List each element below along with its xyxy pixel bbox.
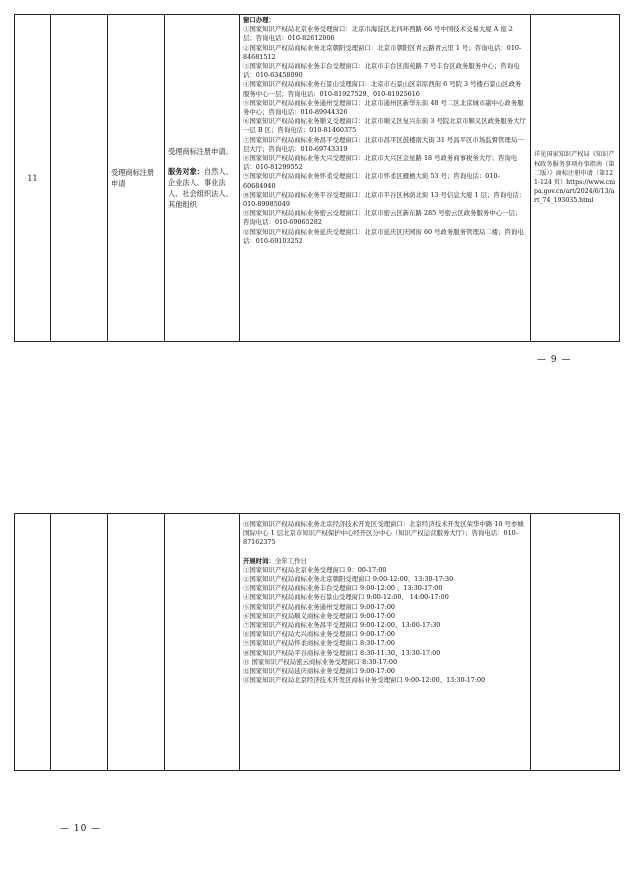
blank-cell xyxy=(51,15,108,342)
window-title: 窗口办理： xyxy=(243,16,275,24)
window-item: ④国家知识产权局商标业务石景山受理窗口：北京市石景山区京原西街 6 号院 3 号楼石景山区政务服务中心一层；咨询电话：010-81927529、010-81925616 xyxy=(243,80,522,98)
window-item: ⑬国家知识产权局商标业务北京经济技术开发区受理窗口：北京经济技术开发区荣华中路 10 号亦城国际中心 1 层北京市知识产权保护中心经开区分中心（知识产权运营服务大厅）；咨询电话：010-87162375 xyxy=(243,520,524,547)
hours-item: ⑩国家知识产权局平谷商标业务受理窗口 8:30-11:30、13:30-17:00 xyxy=(243,648,441,657)
hours-item: ③国家知识产权局商标业务丰台受理窗口 9:00-12:00 、13:30-17:00 xyxy=(243,584,443,593)
hours-item: ⑨国家知识产权局怀柔商标业务受理窗口 8:30-17:00 xyxy=(243,639,395,648)
window-item: ⑫国家知识产权局商标业务延庆受理窗口：北京市延庆区庆园街 60 号政务服务管理局二楼；咨询电话：010-69103252 xyxy=(243,227,524,245)
blank-cell xyxy=(51,514,108,771)
window-item: ⑦国家知识产权局商标业务昌平受理窗口：北京市昌平区鼓楼南大街 31 号昌平区市场监督管理局一层大厅；咨询电话：010-69743319 xyxy=(243,135,524,153)
page-number: — 9 — xyxy=(537,355,572,365)
page-number: — 10 — xyxy=(60,824,102,834)
table-row xyxy=(15,514,620,771)
hours-item: ②国家知识产权局商标业务北京朝阳受理窗口 9:00-12:00、13:30-17:30 xyxy=(243,575,454,584)
window-item: ⑪国家知识产权局商标业务密云受理窗口：北京市密云区新东路 285 号密云区政务服务中心一层；咨询电话：010-69065282 xyxy=(243,209,522,227)
window-list-cell xyxy=(240,15,531,342)
blank-cell xyxy=(108,514,165,771)
hours-item: ⑪ 国家知识产权局密云商标业务受理窗口 8:30-17:00 xyxy=(243,657,398,666)
window-item: ⑩国家知识产权局商标业务平谷受理窗口：北京市平谷区林荫北街 13 号信息大厦 1 层；咨询电话：010-89985049 xyxy=(243,190,526,209)
window-item: ⑥国家知识产权局商标业务顺义受理窗口：北京市顺义区复兴东街 3 号院北京市顺义区政务服务大厅一层 B 区；咨询电话：010-81460375 xyxy=(243,117,526,135)
item-name-cell: 受理商标注册申请 xyxy=(108,15,165,342)
hours-intro: 全年工作日 xyxy=(274,556,307,565)
window-item: ③国家知识产权局商标业务丰台受理窗口：北京市丰台区南苑路 7 号丰台区政务服务中心；咨询电话：010-63458090 xyxy=(243,62,520,80)
window-item: ⑨国家知识产权局商标业务怀柔受理窗口：北京市怀柔区雁栖大街 53 号；咨询电话：010-60684940 xyxy=(243,172,500,190)
blank-cell xyxy=(165,514,240,771)
hours-item: ⑧国家知识产权局大兴商标业务受理窗口 9:00-17:00 xyxy=(243,630,395,639)
hours-item: ⑤国家知识产权局商标业务通州受理窗口 9:00-17:00 xyxy=(243,602,395,611)
row-number-cell: 11 xyxy=(15,15,51,342)
reference-cell xyxy=(531,15,620,342)
service-object xyxy=(168,166,236,210)
table-row xyxy=(15,15,620,342)
service-object-label: 服务对象： xyxy=(168,167,204,176)
window-item: ①国家知识产权局北京业务受理窗口：北京市海淀区北四环西路 66 号中国技术交易大厦 A 座 2 层；咨询电话：010-82612006 xyxy=(243,25,513,43)
service-table-page-9 xyxy=(14,14,620,342)
hours-item: ⑫国家知识产权局延庆商标业务受理窗口 9:00-17:00 xyxy=(243,667,395,676)
service-object-value: 自然人、企业法人、事业法人、社会组织法人、其他组织 xyxy=(168,167,233,209)
opening-hours xyxy=(243,557,527,566)
service-content-cell xyxy=(165,15,240,342)
service-description: 受理商标注册申请。 xyxy=(168,147,233,156)
window-hours-cell xyxy=(240,514,531,771)
reference-link[interactable]: 详见国家知识产权局《知识产权政务服务事项办事指南（第二版）》商标注册申请（第121-124 页）https://www.cnipa.gov.cn/art/2024/6/13/art_74_193035.html xyxy=(534,151,616,205)
hours-item: ⑦国家知识产权局商标业务昌平受理窗口 9:00-12:00、13:00-17:30 xyxy=(243,621,441,630)
blank-cell xyxy=(531,514,620,771)
hours-item: ⑬国家知识产权局北京经济技术开发区商标业务受理窗口 9:00-12:00、13:30-17:00 xyxy=(243,676,486,685)
hours-item: ⑥国家知识产权局顺义商标业务受理窗口 9:00-17:00 xyxy=(243,611,395,620)
blank-cell xyxy=(15,514,51,771)
hours-item: ①国家知识产权局北京业务受理窗口 9：00-17:00 xyxy=(243,565,387,574)
window-item: ⑧国家知识产权局商标业务大兴受理窗口：北京市大兴区金星路 18 号政务商事税务大厅；咨询电话：010-81299552 xyxy=(243,154,518,172)
window-item: ②国家知识产权局商标业务北京朝阳受理窗口：北京市朝阳区青云路青云里 1 号；咨询电话：010-84681512 xyxy=(243,43,522,61)
hours-item: ④国家知识产权局商标业务石景山受理窗口 9:00-12:00、 14:00-17:00 xyxy=(243,593,449,602)
hours-title: 开展时间： xyxy=(243,556,275,565)
service-table-page-10 xyxy=(14,513,620,771)
window-item: ⑤国家知识产权局商标业务通州受理窗口：北京市通州区新华东街 48 号二区北京城市副中心政务服务中心；咨询电话：010-89944326 xyxy=(243,98,524,117)
